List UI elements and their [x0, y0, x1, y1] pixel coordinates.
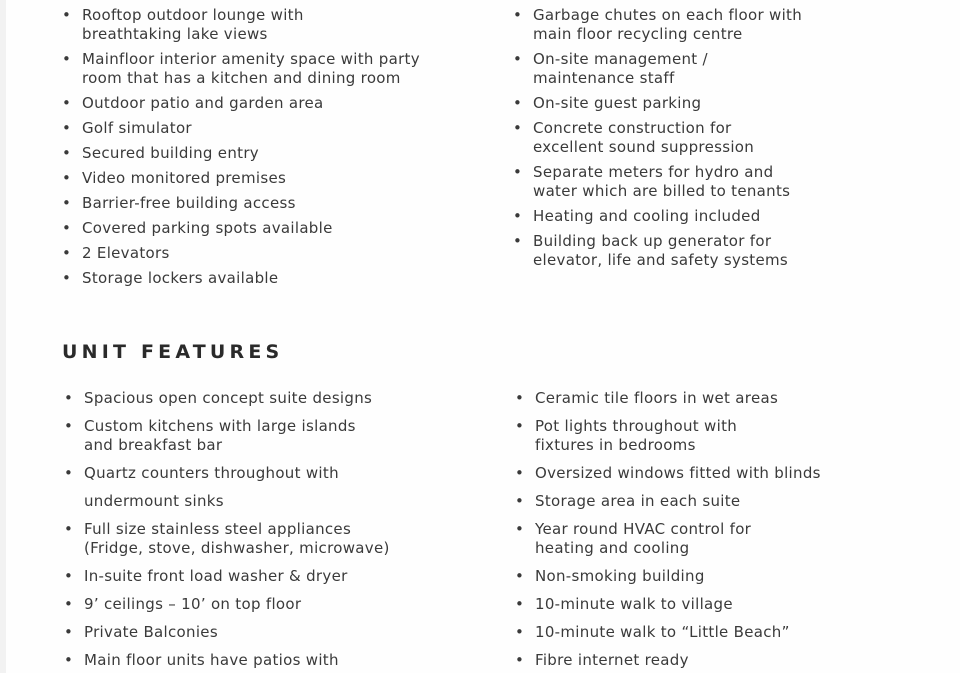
- list-item: • Custom kitchens with large islands and breakfast bar: [64, 417, 494, 455]
- unit-features-right-list: [515, 389, 945, 673]
- list-item: • Main floor units have patios with: [64, 651, 494, 670]
- list-item: • 2 Elevators: [62, 244, 482, 263]
- list-item: • 10-minute walk to village: [515, 595, 945, 614]
- list-item: • Storage area in each suite: [515, 492, 945, 511]
- list-item: • Non-smoking building: [515, 567, 945, 586]
- page-edge: [0, 0, 6, 673]
- list-item: • Oversized windows fitted with blinds: [515, 464, 945, 483]
- list-item: • Mainfloor interior amenity space with party room that has a kitchen and dining room: [62, 50, 482, 88]
- list-item: • 9’ ceilings – 10’ on top floor: [64, 595, 494, 614]
- list-item: • Year round HVAC control for heating and cooling: [515, 520, 945, 558]
- building-amenities-left-list: [62, 6, 482, 294]
- list-item: • Covered parking spots available: [62, 219, 482, 238]
- list-item: • Full size stainless steel appliances (Fridge, stove, dishwasher, microwave): [64, 520, 494, 558]
- list-item: • Private Balconies: [64, 623, 494, 642]
- list-item: • Video monitored premises: [62, 169, 482, 188]
- list-item: • Heating and cooling included: [513, 207, 933, 226]
- list-item-continuation: undermount sinks: [84, 492, 224, 510]
- list-item: • 10-minute walk to “Little Beach”: [515, 623, 945, 642]
- list-item: • Separate meters for hydro and water which are billed to tenants: [513, 163, 933, 201]
- list-item: • Storage lockers available: [62, 269, 482, 288]
- list-item: • On-site guest parking: [513, 94, 933, 113]
- list-item: • Secured building entry: [62, 144, 482, 163]
- list-item: • Fibre internet ready: [515, 651, 945, 670]
- list-item: • Pot lights throughout with fixtures in bedrooms: [515, 417, 945, 455]
- building-amenities-right-list: [513, 6, 933, 276]
- list-item: • Spacious open concept suite designs: [64, 389, 494, 408]
- list-item: • Quartz counters throughout with: [64, 464, 494, 483]
- list-item: • Barrier-free building access: [62, 194, 482, 213]
- unit-features-heading: UNIT FEATURES: [62, 341, 284, 363]
- list-item: • Garbage chutes on each floor with main floor recycling centre: [513, 6, 933, 44]
- list-item: • Rooftop outdoor lounge with breathtaking lake views: [62, 6, 482, 44]
- list-item: • Concrete construction for excellent sound suppression: [513, 119, 933, 157]
- list-item: • Building back up generator for elevator, life and safety systems: [513, 232, 933, 270]
- list-item: • Outdoor patio and garden area: [62, 94, 482, 113]
- list-item: • On-site management / maintenance staff: [513, 50, 933, 88]
- unit-features-left-list: [64, 389, 494, 673]
- list-item: • Ceramic tile floors in wet areas: [515, 389, 945, 408]
- list-item: • Golf simulator: [62, 119, 482, 138]
- list-item: • In-suite front load washer & dryer: [64, 567, 494, 586]
